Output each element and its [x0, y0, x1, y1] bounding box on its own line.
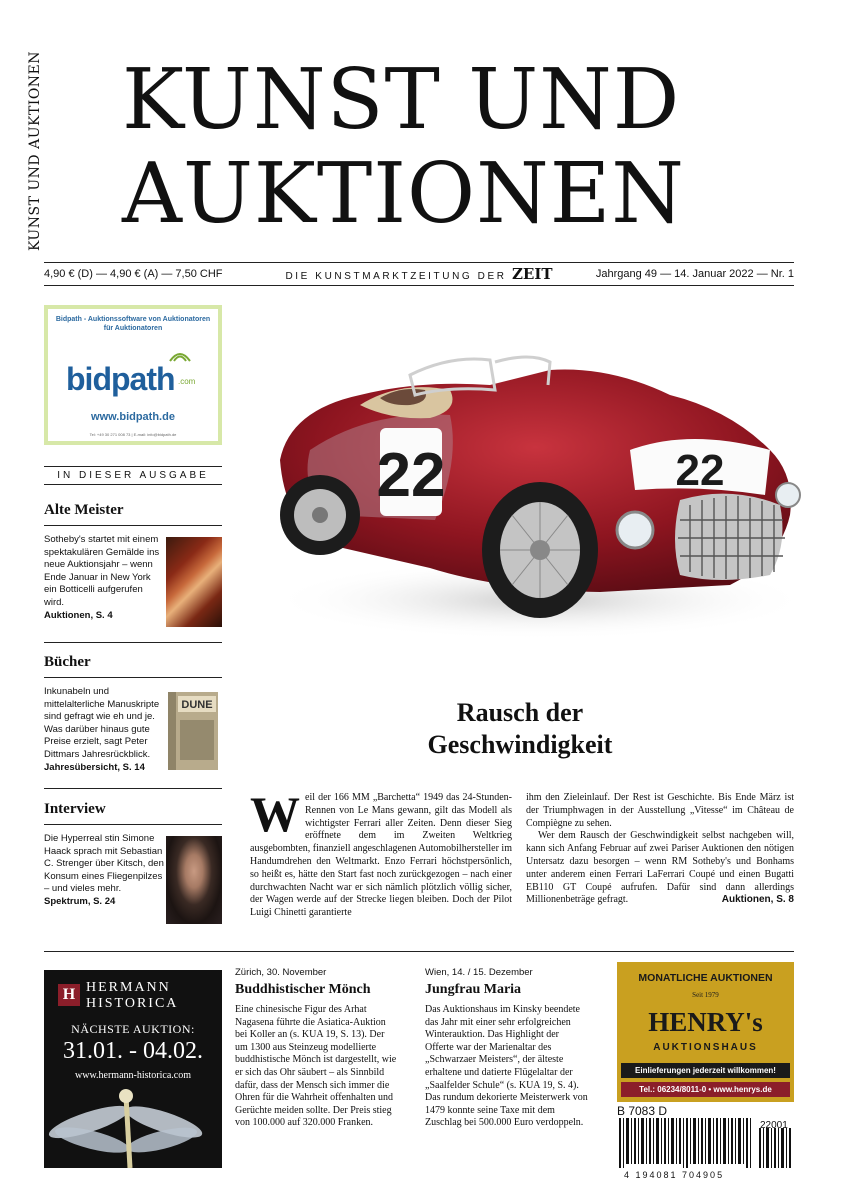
botticelli-thumbnail [166, 537, 222, 627]
ferrari-barchetta-photo [250, 300, 810, 670]
bidpath-ad[interactable] [44, 305, 222, 445]
section-title-buecher: Bücher [44, 654, 91, 670]
article-text-right-1: ihm den Zieleinlauf. Der Rest ist Geschichte. Bis Ende März ist der Triumphwagen in der Ausstellung „Vitesse“ im Château de Compiègne zu sehen. [526, 792, 794, 829]
bidpath-ad-inner [48, 309, 218, 441]
tagline [264, 265, 574, 283]
masthead-rule-top [44, 262, 794, 263]
hermann-url: www.hermann-historica.com [75, 1070, 191, 1081]
headline-line-1: Rausch der [456, 698, 584, 727]
barcode-addon: 22001 [760, 1120, 788, 1131]
car-number-side: 22 [376, 441, 446, 510]
article-body-left [250, 786, 512, 920]
section-teaser-text: Sotheby's startet mit einem spektakulären Gemälde ins neue Auktionsjahr – wenn Ende Januar in New York ein Botticelli aufgerufen wird. [44, 534, 160, 608]
section-divider [44, 788, 222, 789]
section-page-ref: Auktionen, S. 4 [44, 609, 113, 621]
section-teaser-buecher[interactable] [44, 686, 164, 774]
hermann-historica-logo: H [58, 984, 80, 1006]
section-teaser-interview[interactable] [44, 833, 164, 909]
bidpath-logo: bidpath [66, 361, 175, 397]
headline-line-2: Geschwindigkeit [427, 730, 613, 759]
book-thumbnail [168, 690, 224, 772]
section-rule [44, 824, 222, 825]
price-info: 4,90 € (D) — 4,90 € (A) — 7,50 CHF [44, 268, 223, 280]
dragonfly-brooch-image [44, 1082, 222, 1168]
hermann-next-auction: NÄCHSTE AUKTION: [71, 1022, 195, 1036]
book-title: DUNE [181, 699, 213, 711]
article-page-ref[interactable]: Auktionen, S. 8 [721, 894, 794, 906]
hermann-historica-ad[interactable] [44, 970, 222, 1168]
bidpath-headline: Bidpath - Auktionssoftware von Auktionatoren für Auktionatoren [55, 316, 211, 333]
masthead-title-line-1: KUNST UND [122, 51, 681, 148]
tagline-text: DIE KUNSTMARKTZEITUNG DER [285, 271, 507, 282]
zeit-brand: ZEIT [511, 265, 553, 283]
vertical-masthead [22, 46, 48, 256]
bidpath-url: www.bidpath.de [91, 411, 175, 423]
news-text: Eine chinesische Figur des Arhat Nagasena führte die Asiatica-Auktion bei Koller an (s. KUA 19, S. 13). Der um 1300 aus Steinzeug modellierte buddhistische Mönch ist dargestellt, wie er sich das Ohr säubert – als Sinnbild dafür, dass der Mensch sich immer die Ohren für die Wahrheit offenhalten und Gerüchte meiden sollte. Der Preis stieg von 100.000 auf 320.000 Franken. [235, 1004, 397, 1129]
car-number-front: 22 [675, 446, 725, 495]
bottom-section-rule [44, 951, 794, 952]
hermann-auction-dates: 31.01. - 04.02. [63, 1038, 203, 1064]
section-divider [44, 642, 222, 643]
news-title: Buddhistischer Mönch [235, 982, 371, 997]
section-page-ref: Spektrum, S. 24 [44, 895, 116, 907]
section-title-interview: Interview [44, 801, 106, 817]
news-column-zuerich [235, 967, 398, 1130]
bidpath-contact: Tel: +49 30 271 008 73 | E-mail: info@bidpath.de [89, 432, 177, 437]
section-rule [44, 677, 222, 678]
issue-contents-heading: IN DIESER AUSGABE [44, 466, 222, 485]
masthead-title-line-2: AUKTIONEN [122, 145, 685, 242]
main-headline [340, 697, 700, 761]
section-teaser-alte-meister[interactable] [44, 534, 164, 622]
news-date: Wien, 14. / 15. Dezember [425, 967, 533, 978]
news-text: Das Auktionshaus im Kinsky beendete das Jahr mit einer sehr erfolgreichen Winterauktion. Das Highlight der Offerte war der Marienaltar des „Schwarzaer Meisters“, der älteste erhaltene und datierte Flügelaltar der „Saalfelder Schule“ (s. KUA 19, S. 4). Das rundum dekorierte Meisterwerk von 1479 konnte seine Taxe mit dem Zuschlag bei 500.000 Euro verdoppeln. [425, 1004, 588, 1129]
issue-info: Jahrgang 49 — 14. Januar 2022 — Nr. 1 [595, 268, 794, 280]
vertical-masthead-text: KUNST UND AUKTIONEN [27, 50, 43, 252]
section-title-alte-meister: Alte Meister [44, 502, 124, 518]
barcode-label: B 7083 D [617, 1104, 668, 1118]
barcode-number: 4 194081 704905 [624, 1170, 725, 1180]
article-text-right-2: Wer dem Rausch der Geschwindigkeit selbst nachgeben will, kann sich Anfang Februar auf zwei Pariser Auktionen den nötigen Untersatz dazu besorgen – wenn RM Sotheby's und Bonhams unter anderem einen Ferrari LaFerrari Coupé und einen Bugatti EB110 GT Coupé aufrufen. Dafür sind dann allerdings Millionenbeträge gefragt. [526, 830, 794, 906]
henrys-subtitle: AUKTIONSHAUS [653, 1042, 758, 1053]
news-title: Jungfrau Maria [425, 982, 522, 997]
article-body-right [526, 792, 794, 907]
hermann-name-line-1: HERMANN [86, 980, 171, 995]
article-dropcap: W [250, 786, 300, 842]
henrys-auktionshaus-ad[interactable] [617, 962, 794, 1102]
henrys-contact: Tel.: 06234/8011-0 • www.henrys.de [621, 1082, 790, 1097]
henrys-since: Seit 1979 [692, 991, 719, 999]
section-rule [44, 525, 222, 526]
henrys-monthly: MONATLICHE AUKTIONEN [638, 972, 773, 984]
info-bar [44, 264, 794, 284]
section-page-ref: Jahresübersicht, S. 14 [44, 761, 145, 773]
henrys-call-to-action: Einlieferungen jederzeit willkommen! [621, 1063, 790, 1078]
masthead-rule-bottom [44, 285, 794, 286]
hermann-name-line-2: HISTORICA [86, 996, 179, 1011]
bidpath-logo-suffix: .com [178, 377, 196, 386]
henrys-logo: HENRY's [648, 1007, 763, 1037]
article-text-left: eil der 166 MM „Barchetta“ 1949 das 24-Stunden-Rennen von Le Mans gewann, gilt das Modell als wichtigster Ferrari aller Zeiten. Denn dieser Sieg eröffnete dem im Zweiten Weltkrieg ausgebombten, finanziell angeschlagenen Automobilhersteller im Handumdrehen den Weltmarkt. Enzo Ferrari höchstpersönlich, so heißt es, hätte den Start fast noch zurückgezogen – nach einer durchwachten Nacht war er sich nämlich plötzlich völlig sicher, der Wagen werde auf der Strecke liegen bleiben. Doch der Pilot Luigi Chinetti garantierte [250, 792, 512, 919]
section-teaser-text: Die Hyperreal stin Simone Haack sprach mit Sebastian C. Strenger über Kitsch, den Konsum eines Fliegenpilzes – und vieles mehr. [44, 833, 164, 895]
section-teaser-text: Inkunabeln und mittelalterliche Manuskripte sind gefragt wie eh und je. Was darüber hinaus gute Preise erzielt, sagt Peter Dittmars Jahresrückblick. [44, 686, 160, 760]
news-date: Zürich, 30. November [235, 967, 327, 978]
interview-portrait-thumbnail [166, 836, 222, 924]
news-column-wien [425, 967, 590, 1130]
